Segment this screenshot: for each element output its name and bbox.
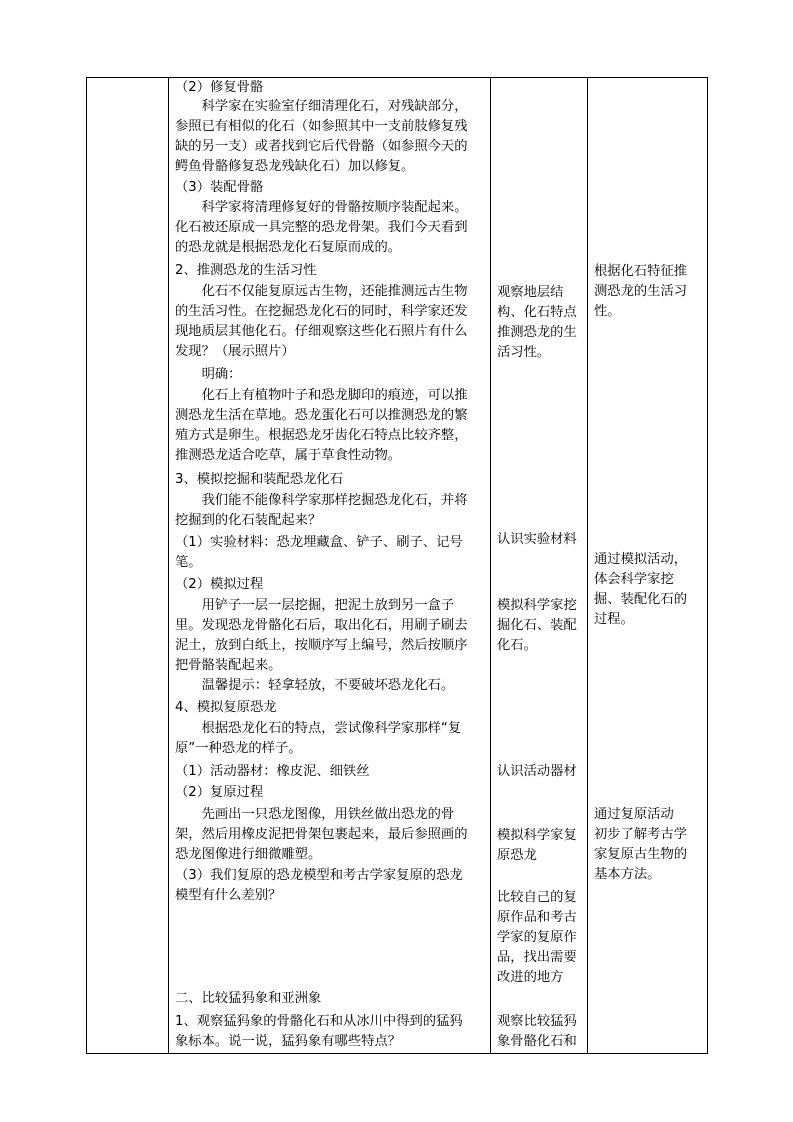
text-line: 里。发现恐龙骨骼化石后，取出化石，用刷子刷去 xyxy=(175,618,468,633)
text-line: 测恐龙的生活习 xyxy=(594,284,688,299)
text-line: 模拟科学家挖 xyxy=(497,598,577,613)
text-line: 品，找出需要 xyxy=(497,950,577,965)
text-line: 把骨骼装配起来。 xyxy=(175,658,282,673)
text-line: 缺的另一支）或者找到它后代骨骼（如参照今天的 xyxy=(175,139,468,154)
text-line: 观察地层结 xyxy=(497,285,564,300)
text-line: 科学家将清理修复好的骨骼按顺序装配起来。 xyxy=(175,200,468,215)
design-intent-cell xyxy=(588,78,707,1053)
student-activity-cell xyxy=(491,78,587,1053)
text-line: 构、化石特点 xyxy=(497,305,577,320)
text-line: 现地质层其他化石。仔细观察这些化石照片有什么 xyxy=(175,324,468,339)
text-line: 我们能不能像科学家那样挖掘恐龙化石，并将 xyxy=(175,493,468,508)
text-line: 测恐龙生活在草地。恐龙蛋化石可以推测恐龙的繁 xyxy=(175,408,468,423)
text-line: 掘、装配化石的 xyxy=(594,592,688,607)
text-line: 根据化石特征推 xyxy=(594,264,688,279)
text-line: （1）实验材料：恐龙埋藏盒、铲子、刷子、记号 xyxy=(175,535,463,550)
text-line: 性。 xyxy=(594,304,621,319)
text-line: 推测恐龙适合吃草，属于草食性动物。 xyxy=(175,448,402,463)
text-line: 原作品和考古 xyxy=(497,910,577,925)
text-line: 1、观察猛犸象的骨骼化石和从冰川中得到的猛犸 xyxy=(175,1014,463,1029)
text-line: （3）我们复原的恐龙模型和考古学家复原的恐龙 xyxy=(175,868,463,883)
text-line: 体会科学家挖 xyxy=(594,572,674,587)
text-line: 原”一种恐龙的样子。 xyxy=(175,741,302,756)
blank-cell xyxy=(87,78,168,1053)
text-line: （2）模拟过程 xyxy=(175,577,264,592)
text-line: 化石不仅能复原远古生物，还能推测远古生物 xyxy=(175,284,468,299)
text-line: 参照已有相似的化石（如参照其中一支前肢修复残 xyxy=(175,119,468,134)
text-line: （2）修复骨骼 xyxy=(175,80,264,95)
text-line: （3）装配骨骼 xyxy=(175,180,264,195)
text-line: 恐龙图像进行细微雕塑。 xyxy=(175,847,322,862)
text-line: 通过模拟活动， xyxy=(594,552,688,567)
text-line: 象标本。说一说，猛犸象有哪些特点？ xyxy=(175,1034,402,1049)
text-line: 笔。 xyxy=(175,555,202,570)
text-line: 过程。 xyxy=(594,612,634,627)
text-line: （2）复原过程 xyxy=(175,785,264,800)
text-line: 架，然后用橡皮泥把骨架包裹起来，最后参照画的 xyxy=(175,827,468,842)
text-line: 初步了解考古学 xyxy=(594,827,688,842)
text-line: 2、推测恐龙的生活习性 xyxy=(175,263,317,278)
text-line: 通过复原活动 xyxy=(594,807,674,822)
text-line: 化石被还原成一具完整的恐龙骨架。我们今天看到 xyxy=(175,220,468,235)
text-line: 认识实验材料 xyxy=(497,532,577,547)
text-line: 明确： xyxy=(175,367,242,382)
text-line: 的恐龙就是根据恐龙化石复原而成的。 xyxy=(175,240,402,255)
text-line: 3、模拟挖掘和装配恐龙化石 xyxy=(175,472,344,487)
text-line: 基本方法。 xyxy=(594,867,661,882)
text-line: 挖掘到的化石装配起来？ xyxy=(175,513,322,528)
text-line: 泥土，放到白纸上，按顺序写上编号，然后按顺序 xyxy=(175,638,468,653)
text-line: 二、比较猛犸象和亚洲象 xyxy=(175,991,322,1006)
text-line: 原恐龙 xyxy=(497,848,537,863)
text-line: 象骨骼化石和 xyxy=(497,1034,577,1049)
text-line: 学家的复原作 xyxy=(497,930,577,945)
text-line: 殖方式是卵生。根据恐龙牙齿化石特点比较齐整， xyxy=(175,428,468,443)
text-line: 活习性。 xyxy=(497,345,551,360)
text-line: 认识活动器材 xyxy=(497,764,577,779)
text-line: 比较自己的复 xyxy=(497,890,577,905)
text-line: 化石上有植物叶子和恐龙脚印的痕迹，可以推 xyxy=(175,388,468,403)
text-line: 改进的地方 xyxy=(497,970,564,985)
text-line: 的生活习性。在挖掘恐龙化石的同时，科学家还发 xyxy=(175,304,468,319)
text-line: （1）活动器材：橡皮泥、细铁丝 xyxy=(175,764,370,779)
text-line: 掘化石、装配 xyxy=(497,618,577,633)
text-line: 鳄鱼骨骼修复恐龙残缺化石）加以修复。 xyxy=(175,159,415,174)
text-line: 发现？（展示照片） xyxy=(175,344,295,359)
text-line: 模拟科学家复 xyxy=(497,828,577,843)
lesson-table xyxy=(86,77,708,1054)
text-line: 根据恐龙化石的特点，尝试像科学家那样“复 xyxy=(175,721,462,736)
text-line: 模型有什么差别？ xyxy=(175,888,282,903)
text-line: 先画出一只恐龙图像，用铁丝做出恐龙的骨 xyxy=(175,807,455,822)
text-line: 观察比较猛犸 xyxy=(497,1014,577,1029)
teaching-process-cell xyxy=(169,78,490,1053)
text-line: 家复原古生物的 xyxy=(594,847,688,862)
text-line: 用铲子一层一层挖掘，把泥土放到另一盒子 xyxy=(175,598,455,613)
text-line: 4、模拟复原恐龙 xyxy=(175,700,277,715)
text-line: 化石。 xyxy=(497,638,537,653)
text-line: 科学家在实验室仔细清理化石，对残缺部分， xyxy=(175,99,468,114)
text-line: 温馨提示：轻拿轻放，不要破坏恐龙化石。 xyxy=(175,678,455,693)
text-line: 推测恐龙的生 xyxy=(497,325,577,340)
